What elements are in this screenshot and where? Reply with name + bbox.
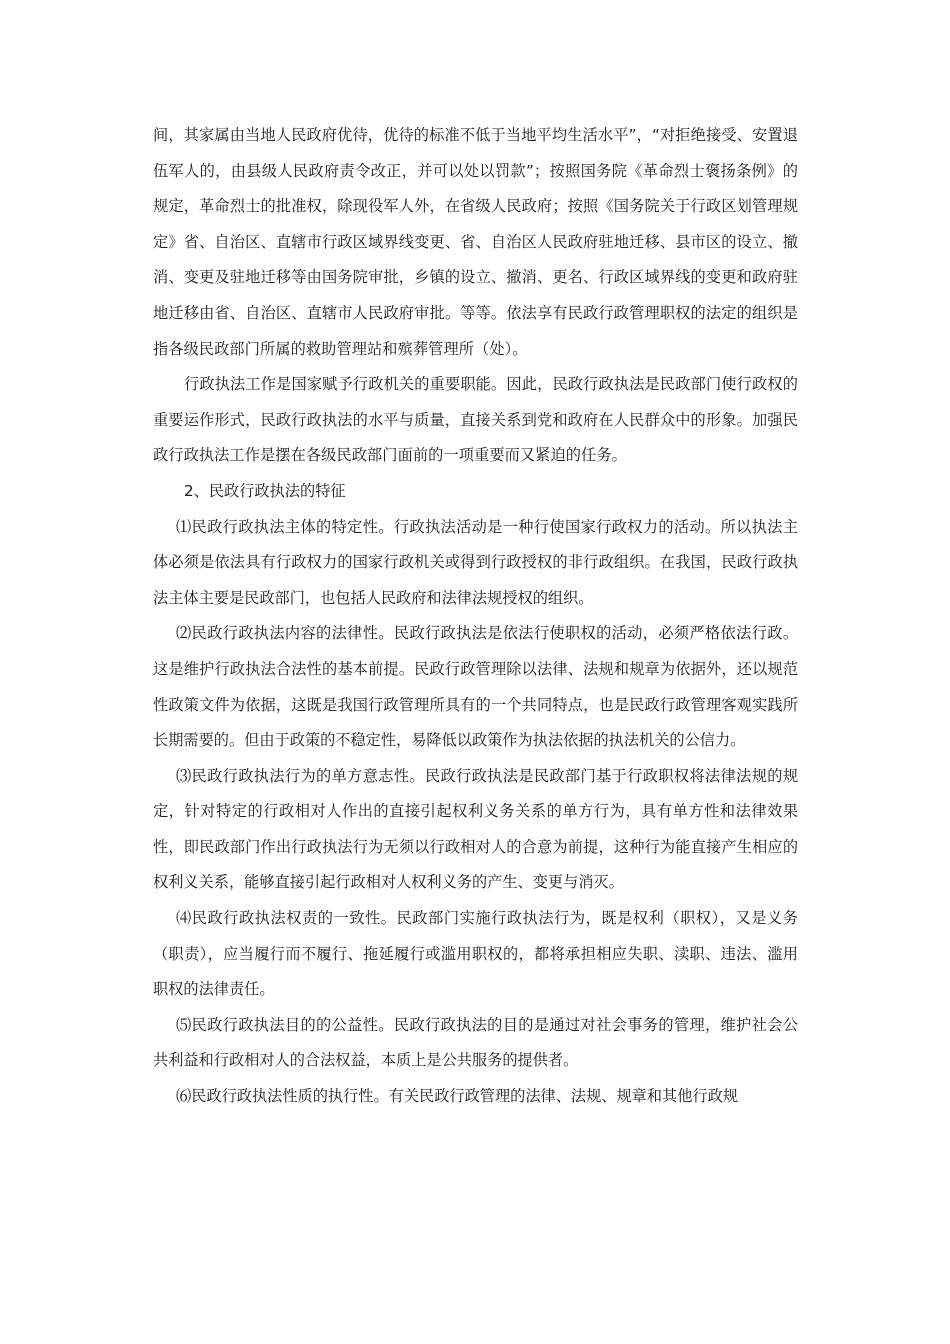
feature-item-2: ⑵民政行政执法内容的法律性。民政行政执法是依法行使职权的活动，必须严格依法行政。这是维护行政执法合法性的基本前提。民政行政管理除以法律、法规和规章为依据外，还以规范性政策文件为依据，这既是我国行政管理所具有的一个共同特点，也是民政行政管理客观实践所长期需要的。但由于政策的不稳定性，易降低以政策作为执法依据的执法机关的公信力。: [153, 624, 798, 750]
feature-item-3: ⑶民政行政执法行为的单方意志性。民政行政执法是民政部门基于行政职权将法律法规的规定，针对特定的行政相对人作出的直接引起权利义务关系的单方行为，具有单方性和法律效果性，即民政部门作出行政执法行为无须以行政相对人的合意为前提，这种行为能直接产生相应的权利义关系，能够直接引起行政相对人权利义务的产生、变更与消灭。: [153, 766, 798, 892]
section-heading: 2、民政行政执法的特征: [184, 481, 346, 500]
feature-item-5: ⑸民政行政执法目的的公益性。民政行政执法的目的是通过对社会事务的管理，维护社会公共利益和行政相对人的合法权益，本质上是公共服务的提供者。: [153, 1015, 798, 1070]
feature-item-6: ⑹民政行政执法性质的执行性。有关民政行政管理的法律、法规、规章和其他行政规: [176, 1087, 738, 1106]
paragraph-continuation: 间，其家属由当地人民政府优待，优待的标准不低于当地平均生活水平”，“对拒绝接受、安置退伍军人的，由县级人民政府责令改正，并可以处以罚款”；按照国务院《革命烈士褒扬条例》的规定，革命烈士的批准权，除现役军人外，在省级人民政府；按照《国务院关于行政区划管理规定》省、自治区、直辖市行政区域界线变更、省、自治区人民政府驻地迁移、县市区的设立、撤消、变更及驻地迁移等由国务院审批，乡镇的设立、撤消、更名、行政区域界线的变更和政府驻地迁移由省、自治区、直辖市人民政府审批。等等。依法享有民政行政管理职权的法定的组织是指各级民政部门所属的救助管理站和殡葬管理所（处）。: [153, 126, 798, 358]
paragraph-administrative-enforcement: 行政执法工作是国家赋予行政机关的重要职能。因此，民政行政执法是民政部门使行政权的重要运作形式，民政行政执法的水平与质量，直接关系到党和政府在人民群众中的形象。加强民政行政执法工作是摆在各级民政部门面前的一项重要而又紧迫的任务。: [153, 375, 798, 465]
document-body: [153, 118, 798, 1115]
feature-item-1: ⑴民政行政执法主体的特定性。行政执法活动是一种行使国家行政权力的活动。所以执法主体必须是依法具有行政权力的国家行政机关或得到行政授权的非行政组织。在我国，民政行政执法主体主要是民政部门，也包括人民政府和法律法规授权的组织。: [153, 517, 798, 607]
feature-item-4: ⑷民政行政执法权责的一致性。民政部门实施行政执法行为，既是权利（职权），又是义务（职责），应当履行而不履行、拖延履行或滥用职权的，都将承担相应失职、渎职、违法、滥用职权的法律责任。: [153, 909, 798, 999]
